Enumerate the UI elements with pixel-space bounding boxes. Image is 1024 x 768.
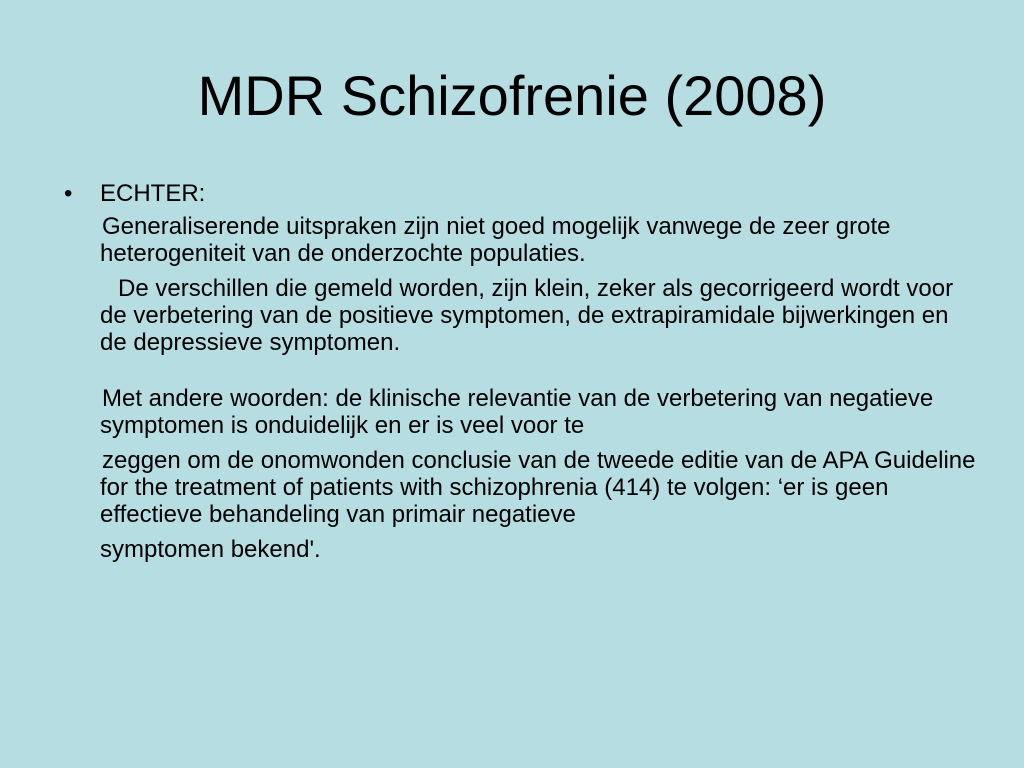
paragraph-differences: De verschillen die gemeld worden, zijn klein, zeker als gecorrigeerd wordt voor de verbetering van de positieve symptomen, de extrapiramidale bijwerkingen en de depressieve symptomen. — [100, 275, 954, 356]
slide-body — [60, 180, 980, 563]
paragraph-apa-guideline: zeggen om de onomwonden conclusie van de tweede editie van de APA Guideline for the treatment of patients with schizophrenia (414) te volgen: ‘er is geen effectieve behandeling van primair negatieve — [100, 447, 976, 528]
bullet-icon: • — [64, 180, 73, 207]
bullet-heading: ECHTER: — [100, 180, 206, 207]
paragraph-apa-guideline-end: symptomen bekend'. — [100, 536, 321, 563]
bullet-item — [60, 180, 980, 207]
paragraph-clinical-relevance: Met andere woorden: de klinische relevantie van de verbetering van negatieve symptomen is onduidelijk en er is veel voor te — [100, 385, 934, 439]
slide-title: MDR Schizofrenie (2008) — [197, 64, 827, 127]
paragraph-generalization: Generaliserende uitspraken zijn niet goed mogelijk vanwege de zeer grote heterogeniteit van de onderzochte populaties. — [100, 213, 891, 267]
